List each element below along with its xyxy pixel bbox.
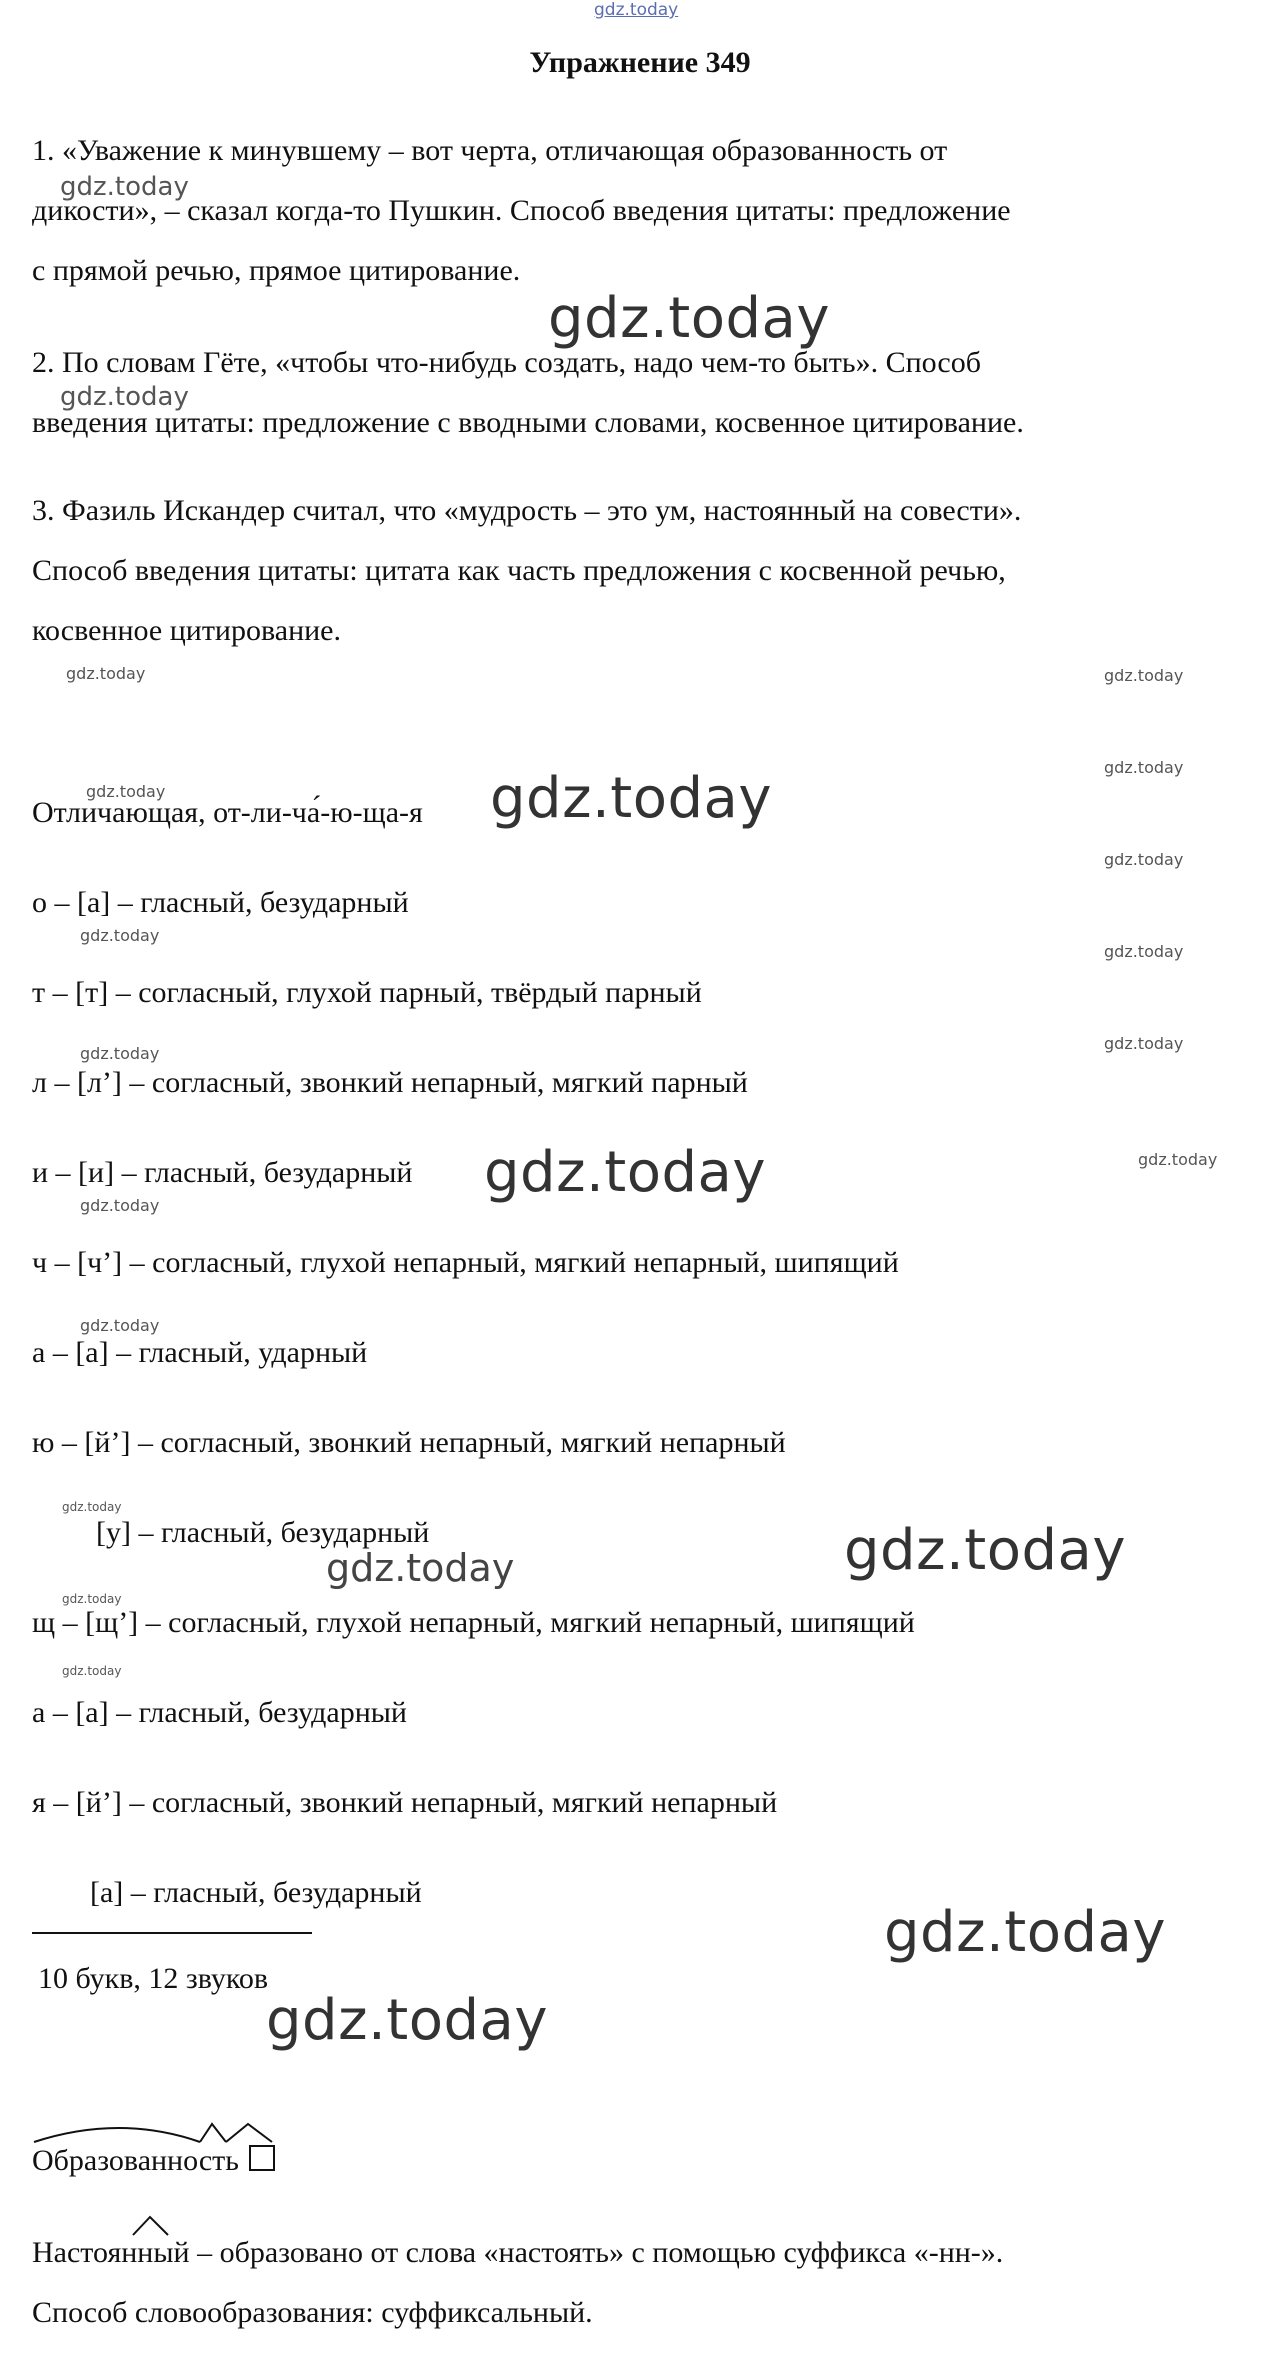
watermark: gdz.today [62, 1664, 122, 1678]
word-ending-part: ый [153, 2236, 190, 2269]
word-prefix-part: Настоя [32, 2236, 122, 2269]
phonetic-row: ч – [ч’] – согласный, глухой непарный, мягкий непарный, шипящий [32, 1246, 899, 1279]
watermark: gdz.today [60, 382, 189, 412]
derivation-text: – образовано от слова «настоять» с помощью суффикса «-нн-». [189, 2236, 1004, 2269]
watermark: gdz.today [326, 1546, 515, 1590]
watermark: gdz.today [484, 1140, 767, 1205]
phonetic-word: Отличающая, от-ли-ча́-ю-ща-я [32, 796, 423, 829]
quote-2-line-2: введения цитаты: предложение с вводными словами, косвенное цитирование. [32, 406, 1024, 439]
suffix-mark [200, 2124, 226, 2142]
phonetic-row: [у] – гласный, безударный [96, 1516, 430, 1549]
watermark: gdz.today [86, 782, 166, 801]
exercise-title: Упражнение 349 [529, 46, 751, 79]
phonetic-row: л – [л’] – согласный, звонкий непарный, мягкий парный [32, 1066, 748, 1099]
watermark: gdz.today [80, 1044, 160, 1063]
quote-2-line-1: 2. По словам Гёте, «чтобы что-нибудь создать, надо чем-то быть». Способ [32, 346, 981, 379]
watermark: gdz.today [1104, 942, 1184, 961]
watermark: gdz.today [62, 1592, 122, 1606]
quote-3-line-3: косвенное цитирование. [32, 614, 341, 647]
derivation-line-2: Способ словообразования: суффиксальный. [32, 2296, 593, 2329]
summary-divider [32, 1932, 312, 1934]
watermark: gdz.today [1138, 1150, 1218, 1169]
watermark: gdz.today [490, 766, 773, 831]
watermark: gdz.today [266, 1988, 549, 2053]
phonetic-summary: 10 букв, 12 звуков [38, 1962, 269, 1995]
watermark: gdz.today [60, 172, 189, 202]
quote-1-line-2: дикости», – сказал когда-то Пушкин. Способ введения цитаты: предложение [32, 194, 1011, 227]
phonetic-row: о – [а] – гласный, безударный [32, 886, 409, 919]
zero-ending-box [249, 2145, 275, 2171]
morphemic-line [32, 2144, 275, 2178]
quote-3-line-2: Способ введения цитаты: цитата как часть предложения с косвенной речью, [32, 554, 1006, 587]
quote-1-line-1: 1. «Уважение к минувшему – вот черта, отличающая образованность от [32, 134, 948, 167]
watermark: gdz.today [80, 1316, 160, 1335]
derivation-line-1 [32, 2236, 1003, 2270]
word-suffix-part: нн [121, 2236, 154, 2269]
watermark: gdz.today [884, 1900, 1167, 1965]
watermark: gdz.today [1104, 1034, 1184, 1053]
phonetic-row: [а] – гласный, безударный [90, 1876, 422, 1909]
watermark: gdz.today [80, 1196, 160, 1215]
watermark: gdz.today [62, 1500, 122, 1514]
phonetic-row: и – [и] – гласный, безударный [32, 1156, 413, 1189]
phonetic-row: а – [а] – гласный, ударный [32, 1336, 368, 1369]
phonetic-row: я – [й’] – согласный, звонкий непарный, мягкий непарный [32, 1786, 778, 1819]
watermark: gdz.today [548, 286, 831, 351]
phonetic-row: т – [т] – согласный, глухой парный, твёрдый парный [32, 976, 702, 1009]
phonetic-row: щ – [щ’] – согласный, глухой непарный, мягкий непарный, шипящий [32, 1606, 915, 1639]
watermark: gdz.today [1104, 666, 1184, 685]
watermark: gdz.today [1104, 758, 1184, 777]
root-arc [34, 2128, 200, 2142]
watermark: gdz.today [66, 664, 146, 683]
suffix-mark [133, 2217, 168, 2235]
watermark: gdz.today [80, 926, 160, 945]
morphemic-word: Образованность [32, 2144, 239, 2177]
watermark: gdz.today [1104, 850, 1184, 869]
quote-3-line-1: 3. Фазиль Искандер считал, что «мудрость – это ум, настоянный на совести». [32, 494, 1022, 527]
watermark: gdz.today [844, 1518, 1127, 1583]
phonetic-row: ю – [й’] – согласный, звонкий непарный, мягкий непарный [32, 1426, 786, 1459]
suffix-mark [226, 2124, 272, 2142]
quote-1-line-3: с прямой речью, прямое цитирование. [32, 254, 521, 287]
phonetic-row: а – [а] – гласный, безударный [32, 1696, 407, 1729]
watermark-top: gdz.today [594, 0, 679, 20]
